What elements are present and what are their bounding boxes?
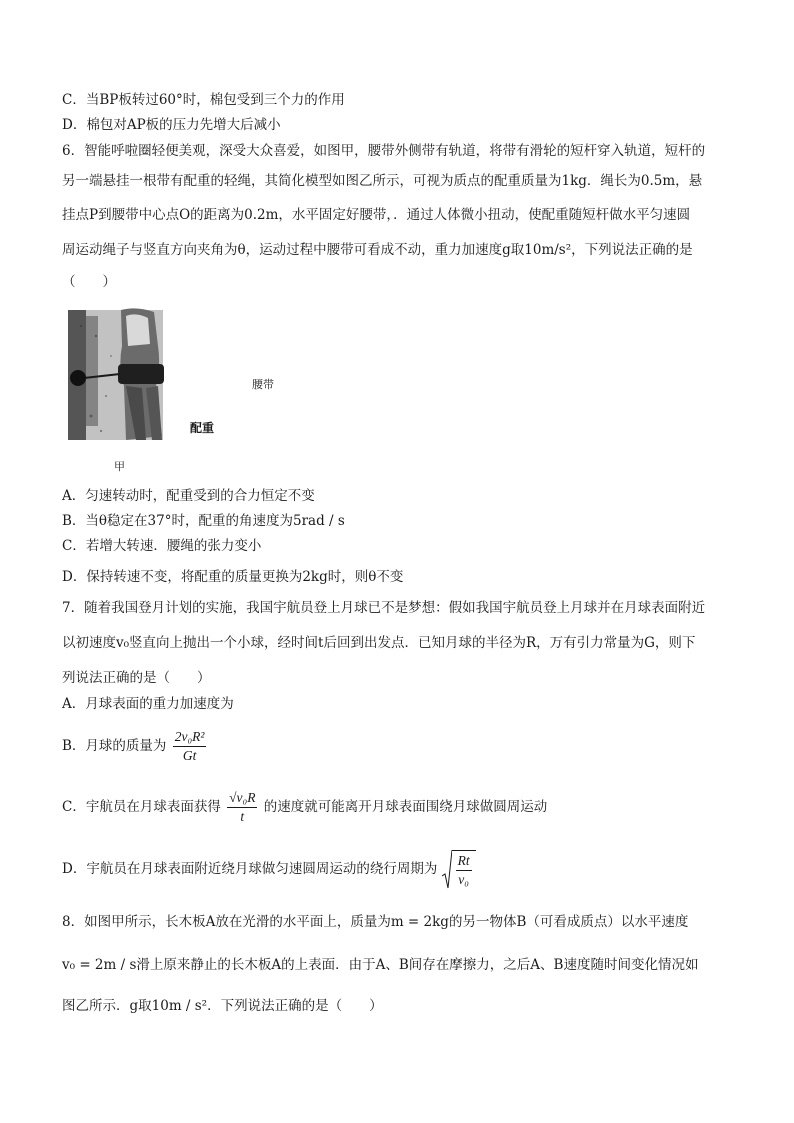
mass-fraction: [173, 728, 207, 765]
hula-hoop-photo: [66, 306, 276, 476]
q5-option-c: C．当BP板转过60°时，棉包受到三个力的作用: [62, 92, 345, 108]
belt-label: 腰带: [252, 378, 274, 391]
velocity-denominator: t: [240, 809, 245, 824]
q6-option-a: A．匀速转动时，配重受到的合力恒定不变: [62, 488, 315, 504]
period-fraction: [456, 852, 472, 889]
q5-option-d: D．棉包对AP板的压力先增大后减小: [62, 117, 281, 133]
q6-option-c: C．若增大转速．腰绳的张力变小: [62, 538, 262, 554]
velocity-fraction: [227, 789, 257, 826]
q7-stem-line1: 7．随着我国登月计划的实施，我国宇航员登上月球已不是梦想：假如我国宇航员登上月球并在月球表面附近: [62, 600, 706, 616]
q7-option-c-suffix: 的速度就可能离开月球表面围绕月球做圆周运动: [263, 799, 548, 815]
weight-label: 配重: [190, 421, 215, 435]
q6-option-b: B．当θ稳定在37°时，配重的角速度为5rad / s: [62, 513, 345, 529]
q6-stem-line2: 另一端悬挂一根带有配重的轻绳，其简化模型如图乙所示，可视为质点的配重质量为1kg．绳长为0.5m，悬: [62, 173, 703, 189]
period-denominator: v₀: [458, 872, 469, 887]
q8-stem-line3: 图乙所示．g取10m / s²．下列说法正确的是（ ）: [62, 998, 383, 1014]
period-numerator: Rt: [456, 852, 472, 871]
q7-option-c-text: C．宇航员在月球表面获得: [62, 799, 221, 815]
q7-stem-line2: 以初速度v₀竖直向上抛出一个小球，经时间t后回到出发点．已知月球的半径为R，万有引力常量为G，则下: [62, 635, 696, 651]
q6-answer-paren: （ ）: [62, 274, 116, 290]
q7-option-c: [62, 789, 547, 826]
q6-stem-line1: 6．智能呼啦圈轻便美观，深受大众喜爱，如图甲，腰带外侧带有轨道，将带有滑轮的短杆穿入轨道，短杆的: [62, 143, 706, 159]
q6-stem-line3: 挂点P到腰带中心点O的距离为0.2m，水平固定好腰带，．通过人体微小扭动，使配重随短杆做水平匀速圆: [62, 207, 691, 223]
q7-stem-line3: 列说法正确的是（ ）: [62, 670, 211, 686]
q8-stem-line1: 8．如图甲所示，长木板A放在光滑的水平面上，质量为m = 2kg的另一物体B（可看成质点）以水平速度: [62, 914, 689, 930]
q7-option-d-text: D．宇航员在月球表面附近绕月球做匀速圆周运动的绕行周期为: [62, 861, 438, 877]
q6-stem-line4: 周运动绳子与竖直方向夹角为θ，运动过程中腰带可看成不动，重力加速度g取10m/s²，下列说法正确的是: [62, 242, 693, 258]
sqrt-sign-icon: [442, 850, 452, 890]
q8-stem-line2: v₀ = 2m / s滑上原来静止的长木板A的上表面．由于A、B间存在摩擦力，之后A、B速度随时间变化情况如: [62, 957, 699, 973]
q7-option-d: [62, 850, 476, 889]
mass-numerator: 2v₀R²: [173, 728, 207, 747]
q7-option-b-text: B．月球的质量为: [62, 738, 167, 754]
q6-option-d: D．保持转速不变，将配重的质量更换为2kg时，则θ不变: [62, 569, 404, 585]
velocity-numerator: √v₀R: [227, 789, 257, 808]
period-sqrt: [442, 850, 476, 889]
mass-denominator: Gt: [182, 748, 197, 763]
figure-caption: 甲: [114, 460, 125, 473]
q7-option-a: A．月球表面的重力加速度为: [62, 696, 234, 712]
q7-option-b: [62, 728, 208, 765]
